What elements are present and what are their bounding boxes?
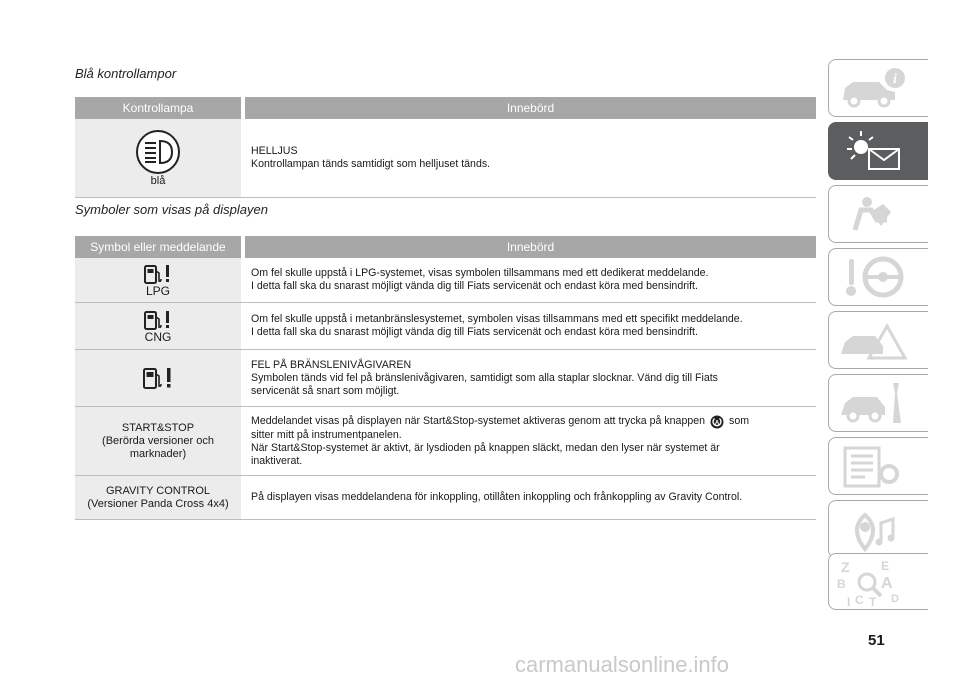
- row-text-line: I detta fall ska du snarast möjligt vända dig till Fiats servicenät och endast köra med bensindrift.: [251, 280, 698, 292]
- svg-text:A: A: [714, 420, 720, 426]
- section-title-display-symbols: Symboler som visas på displayen: [75, 202, 268, 217]
- row-label-line: (Berörda versioner och: [102, 434, 214, 447]
- safety-tab[interactable]: [828, 185, 928, 243]
- multimedia-icon: [835, 505, 915, 553]
- page-number: 51: [868, 632, 885, 649]
- fuel-warning-icon: [143, 263, 173, 285]
- row-text-line: sitter mitt på instrumentpanelen.: [251, 428, 402, 441]
- table-header: [75, 236, 816, 258]
- row-label-line: marknader): [129, 447, 187, 460]
- emergency-icon: [835, 316, 915, 364]
- driving-icon: [835, 253, 915, 301]
- table-row: [75, 407, 816, 476]
- table-row: [75, 119, 816, 198]
- index-letter: Z: [841, 559, 850, 575]
- header-col2: Innebörd: [506, 240, 555, 254]
- technical-data-icon: [835, 442, 915, 490]
- table-row: [75, 303, 816, 350]
- warning-lights-icon: [835, 127, 915, 175]
- symbol-label-lpg: LPG: [145, 283, 170, 298]
- table-row: [75, 258, 816, 303]
- maintenance-icon: [835, 379, 915, 427]
- header-col1: Symbol eller meddelande: [90, 240, 226, 254]
- index-icon: [835, 558, 915, 608]
- multimedia-tab[interactable]: [828, 500, 928, 558]
- row-label-line: (Versioner Panda Cross 4x4): [87, 497, 229, 510]
- watermark: carmanualsonline.info: [515, 652, 730, 677]
- start-stop-button-icon: [710, 415, 724, 429]
- fuel-warning-icon: [143, 309, 173, 331]
- index-letter: D: [891, 593, 899, 605]
- index-letter: B: [837, 577, 846, 591]
- lamp-title: HELLJUS: [251, 145, 298, 157]
- index-letter: I: [847, 595, 851, 608]
- symbol-label-cng: CNG: [144, 329, 172, 344]
- row-title: FEL PÅ BRÄNSLENIVÅGIVAREN: [251, 358, 412, 371]
- driving-tab[interactable]: [828, 248, 928, 306]
- index-letter: A: [881, 575, 893, 592]
- section-title-blue-lamps: Blå kontrollampor: [75, 66, 177, 81]
- row-text-line: som: [729, 415, 750, 427]
- lamp-color-label: blå: [150, 174, 166, 187]
- svg-text:i: i: [893, 72, 897, 87]
- lamp-description: Kontrollampan tänds samtidigt som helljuset tänds.: [251, 158, 491, 170]
- warning-lights-tab[interactable]: [828, 122, 928, 180]
- emergency-tab[interactable]: [828, 311, 928, 369]
- table-row: [75, 476, 816, 520]
- header-col2: Innebörd: [506, 101, 555, 115]
- safety-icon: [835, 190, 915, 238]
- row-text-line: Meddelandet visas på displayen när Start&Stop-systemet aktiveras genom att trycka på knappen: [251, 415, 706, 427]
- row-text-line: inaktiverat.: [251, 454, 303, 467]
- technical-data-tab[interactable]: [828, 437, 928, 495]
- row-text-line: Om fel skulle uppstå i metanbränslesystemet, symbolen visas tillsammans med ett specifikt meddelande.: [251, 313, 743, 325]
- row-text-line: Symbolen tänds vid fel på bränslenivågivaren, samtidigt som alla staplar slocknar. Vänd dig till Fiats: [251, 371, 718, 384]
- index-tab[interactable]: [828, 553, 928, 610]
- row-text-line: På displayen visas meddelandena för inkoppling, otillåten inkoppling och frånkoppling av Gravity Control.: [251, 491, 743, 503]
- row-label-line: GRAVITY CONTROL: [105, 484, 211, 497]
- table-header: [75, 97, 816, 119]
- table-row: [75, 350, 816, 407]
- car-info-icon: [835, 64, 915, 112]
- maintenance-tab[interactable]: [828, 374, 928, 432]
- row-text-line: servicenät så snart som möjligt.: [251, 384, 400, 397]
- row-label-line: START&STOP: [121, 421, 195, 434]
- fuel-warning-icon: [142, 365, 174, 391]
- row-text-line: I detta fall ska du snarast möjligt vända dig till Fiats servicenät och endast köra med bensindrift.: [251, 326, 698, 338]
- header-col1: Kontrollampa: [122, 101, 194, 115]
- index-letter: T: [869, 595, 877, 608]
- high-beam-icon: [132, 129, 184, 175]
- row-text-line: Om fel skulle uppstå i LPG-systemet, visas symbolen tillsammans med ett dedikerat meddelande.: [251, 267, 709, 279]
- row-text-line: När Start&Stop-systemet är aktivt, är lysdioden på knappen släckt, medan den lyser när systemet är: [251, 441, 720, 454]
- car-info-tab[interactable]: [828, 59, 928, 117]
- index-letter: E: [881, 559, 890, 573]
- index-letter: C: [855, 593, 864, 607]
